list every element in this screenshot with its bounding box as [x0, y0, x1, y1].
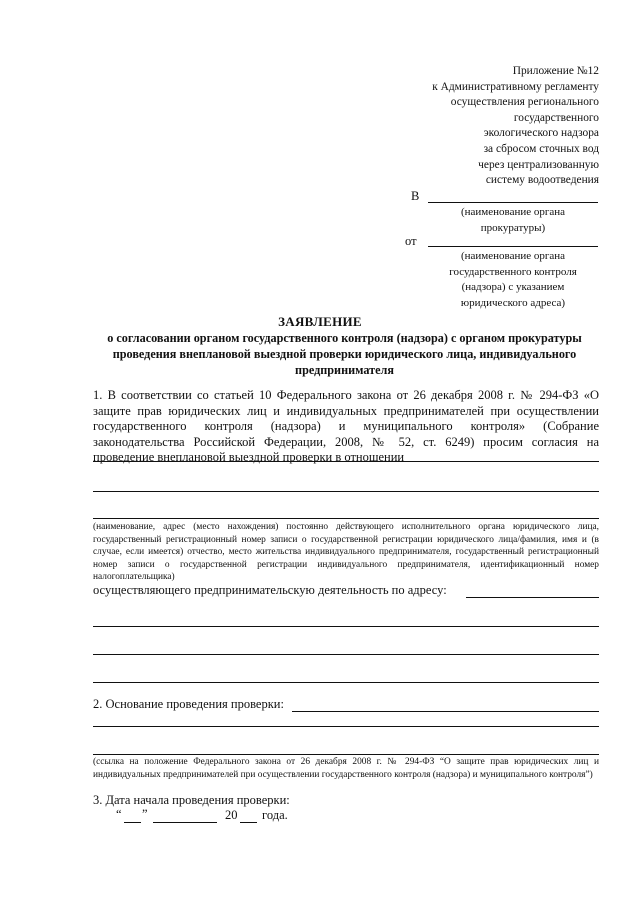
section3-label: 3. Дата начала проведения проверки:: [93, 793, 290, 807]
appendix-line: через централизованную: [478, 158, 599, 171]
date-month-field[interactable]: [153, 822, 217, 823]
section1-caption: (наименование, адрес (место нахождения) постоянно действующего исполнительного органа юридического лица, государственный регистрационный номер записи о государственной регистрации юридического лица/фамилия, имя и (в случае, если имеется) отчество, место жительства индивидуального предпринимателя, государственный регистрационный номер записи о государственной регистрации индивидуального предпринимателя, идентификационный номер налогоплательщика): [93, 522, 599, 582]
date-year-prefix: 20: [225, 808, 238, 822]
from-caption-line: юридического адреса): [460, 296, 566, 309]
from-field-line[interactable]: [428, 246, 598, 247]
to-caption: [428, 205, 598, 236]
address-label: осуществляющего предпринимательскую деятельность по адресу:: [93, 583, 447, 597]
to-caption-line: (наименование органа: [460, 206, 566, 218]
to-label: В: [411, 189, 420, 203]
date-day-field[interactable]: [124, 822, 141, 823]
document-subtitle: о согласовании органом государственного контроля (надзора) с органом прокуратуры проведения внеплановой выездной проверки юридического лица, индивидуального предпринимателя: [107, 331, 582, 377]
to-caption-line: прокуратуры): [480, 221, 546, 234]
address-underline-2[interactable]: [93, 654, 599, 655]
section1-underline-2[interactable]: [93, 491, 599, 492]
date-year-field[interactable]: [240, 822, 257, 823]
to-field-line[interactable]: [428, 202, 598, 203]
appendix-line: за сбросом сточных вод: [483, 142, 599, 155]
address-field-line[interactable]: [466, 597, 599, 598]
date-year-suffix: года.: [262, 808, 288, 822]
section2-field-line[interactable]: [292, 711, 599, 712]
section1-underline-1[interactable]: [93, 461, 599, 462]
appendix-header: [432, 64, 599, 189]
section1-underline-3[interactable]: [93, 518, 599, 519]
address-underline-1[interactable]: [93, 626, 599, 627]
from-label: от: [405, 234, 417, 248]
from-caption-line: государственного контроля: [449, 265, 577, 278]
appendix-line: государственного: [513, 111, 599, 124]
date-quote-close: ”: [142, 807, 148, 821]
from-caption-line: (надзора) с указанием: [461, 281, 565, 294]
section2-caption: (ссылка на положение Федерального закона от 26 декабря 2008 г. № 294-ФЗ “О защите прав юридических лиц и индивидуальных предпринимателей при осуществлении государственного контроля (надзора) и муниципального контроля”): [93, 757, 599, 780]
from-caption: [428, 249, 598, 311]
appendix-line: Приложение №12: [512, 65, 599, 77]
section1-text: 1. В соответствии со статьей 10 Федерального закона от 26 декабря 2008 г. № 294-ФЗ «О защите прав юридических лиц и индивидуальных предпринимателей при осуществлении государственного контроля (надзора) и муниципального контроля» (Собрание законодательства Российской Федерации, 2008, № 52, ст. 6249) просим согласия на проведение внеплановой выездной проверки в отношении: [93, 388, 599, 465]
section2-underline-1[interactable]: [93, 726, 599, 727]
section2-label: 2. Основание проведения проверки:: [93, 697, 284, 711]
appendix-line: экологического надзора: [483, 127, 599, 140]
section2-underline-2[interactable]: [93, 754, 599, 755]
from-caption-line: (наименование органа: [460, 250, 566, 262]
document-title: ЗАЯВЛЕНИЕ: [278, 314, 362, 329]
date-quote-open: “: [116, 807, 122, 821]
address-underline-3[interactable]: [93, 682, 599, 683]
appendix-line: к Административному регламенту: [432, 80, 599, 93]
appendix-line: систему водоотведения: [485, 174, 599, 187]
appendix-line: осуществления регионального: [450, 96, 599, 109]
